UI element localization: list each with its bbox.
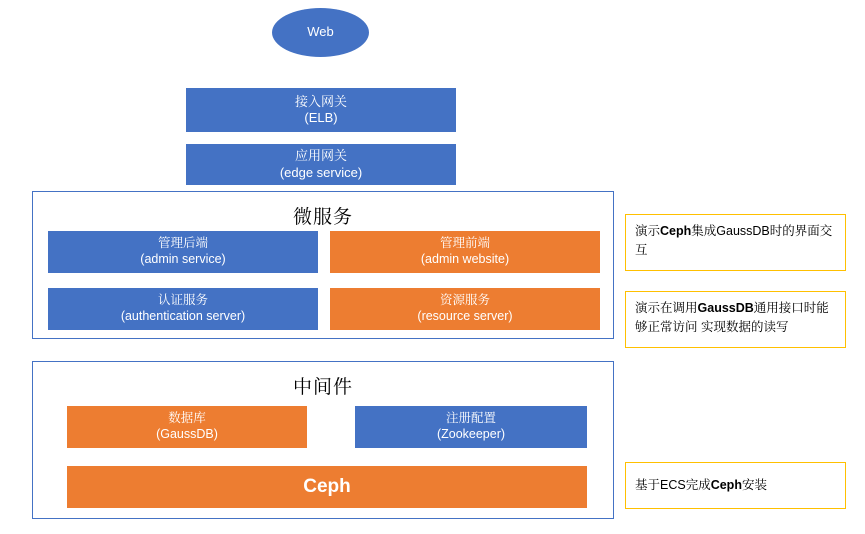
note-1-part1: 演示: [635, 224, 661, 238]
node-ceph: [67, 466, 587, 508]
node-resource-server-line1: 资源服务: [439, 293, 490, 308]
node-admin-service: [48, 231, 318, 273]
note-3-part3: 安装: [741, 477, 767, 492]
note-ecs-ceph-install: [625, 462, 846, 509]
note-gaussdb-api: [625, 291, 846, 348]
note-2-part2: GaussDB: [697, 301, 754, 315]
node-ceph-label: Ceph: [303, 476, 351, 498]
node-resource-server: [330, 288, 600, 330]
node-database-gaussdb: [67, 406, 307, 448]
node-database-gaussdb-line1: 数据库: [168, 411, 206, 426]
note-1-part2: Ceph: [660, 224, 692, 238]
group-middleware-title: 中间件: [292, 377, 353, 398]
node-authentication-server-line2: (authentication server): [120, 309, 246, 323]
node-resource-server-line2: (resource server): [417, 309, 513, 323]
group-microservices-title: 微服务: [292, 207, 353, 228]
node-web: [272, 8, 369, 57]
node-access-gateway-line2: (ELB): [304, 110, 338, 125]
node-web-label: Web: [307, 24, 334, 40]
node-authentication-server: [48, 288, 318, 330]
node-admin-website: [330, 231, 600, 273]
node-application-gateway-line2: (edge service): [279, 164, 363, 180]
node-authentication-server-line1: 认证服务: [157, 293, 208, 308]
note-3-part1: 基于ECS完成: [635, 477, 711, 492]
node-registry-zookeeper: [355, 406, 587, 448]
node-database-gaussdb-line2: (GaussDB): [156, 427, 218, 441]
note-3-part2: Ceph: [710, 477, 742, 492]
node-registry-zookeeper-line1: 注册配置: [445, 411, 496, 426]
node-application-gateway-line1: 应用网关: [294, 148, 347, 164]
note-ceph-gaussdb-ui: [625, 214, 846, 271]
node-admin-website-line1: 管理前端: [439, 236, 490, 251]
node-admin-website-line2: (admin website): [420, 252, 510, 266]
note-2-part1: 演示在调用: [635, 301, 698, 315]
node-registry-zookeeper-line2: (Zookeeper): [436, 427, 506, 441]
node-admin-service-line1: 管理后端: [157, 236, 208, 251]
note-1-part3: 集成GaussDB时的界面交互: [635, 224, 833, 258]
note-2-part3: 通用接口时能够正常访问 实现数据的读写: [635, 301, 829, 335]
node-admin-service-line2: (admin service): [140, 252, 226, 266]
node-application-gateway: [186, 144, 456, 185]
node-access-gateway: [186, 88, 456, 132]
node-access-gateway-line1: 接入网关: [294, 93, 347, 109]
